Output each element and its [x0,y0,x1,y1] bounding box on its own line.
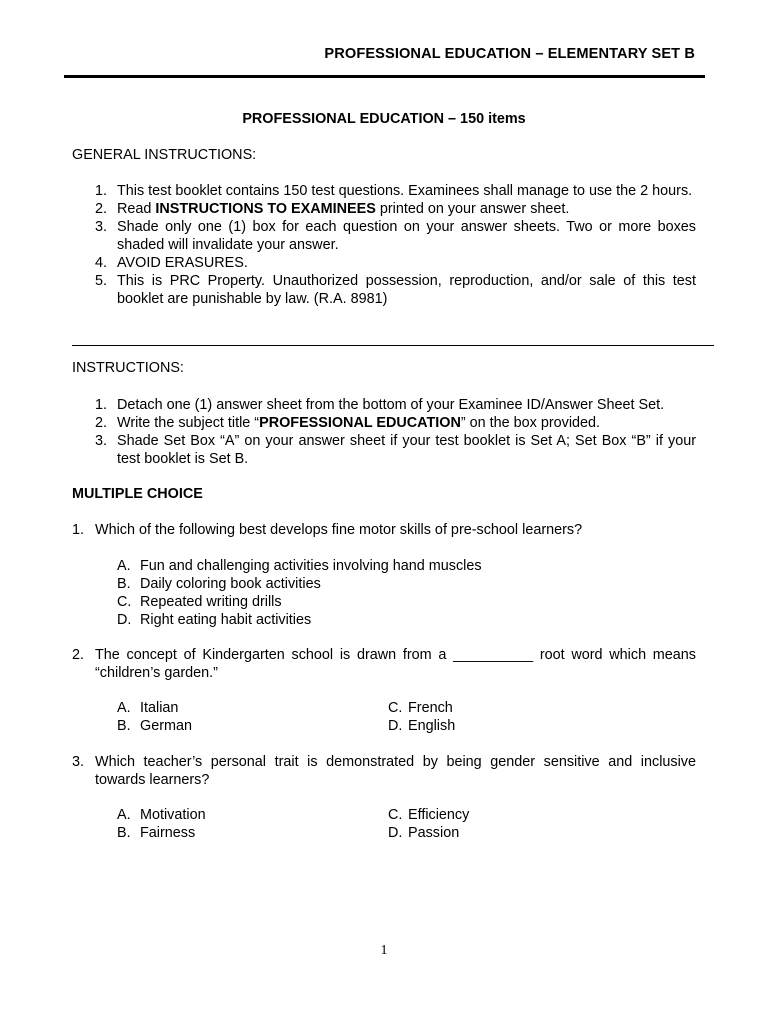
list-item [72,432,696,468]
instructions-list [72,396,696,468]
question-number: 1. [72,522,85,538]
list-item [72,414,696,432]
item-text: This test booklet contains 150 test questions. Examinees shall manage to use the 2 hours. [117,183,693,199]
item-text: Write the subject title “PROFESSIONAL EDUCATION” on the box provided. [117,415,601,431]
answer-option: C. French [388,700,453,716]
section-divider [72,345,714,346]
item-text: Shade only one (1) box for each question on your answer sheets. Two or more boxes shaded will invalidate your answer. [117,219,696,253]
item-text: AVOID ERASURES. [117,255,248,271]
answer-option: B. Fairness [117,825,196,841]
list-item [72,218,696,254]
question-number: 2. [72,647,85,663]
question-text: Which of the following best develops fine motor skills of pre-school learners? [95,522,583,538]
list-item [72,182,696,200]
item-number: 1. [95,397,108,413]
item-number: 3. [95,219,108,235]
answer-option: C. Repeated writing drills [117,594,282,610]
header-title: PROFESSIONAL EDUCATION – ELEMENTARY SET B [324,46,695,62]
list-item [72,396,696,414]
question-3-options [117,806,517,842]
item-number: 4. [95,255,108,271]
question-1 [72,521,696,539]
answer-option: A. Fun and challenging activities involving hand muscles [117,558,482,574]
emphasis-text: INSTRUCTIONS TO EXAMINEES [155,201,376,217]
list-item [72,200,696,218]
question-text: Which teacher’s personal trait is demonstrated by being gender sensitive and inclusive towards learners? [95,754,696,788]
answer-option: D. Passion [388,825,460,841]
item-number: 5. [95,273,108,289]
question-number: 3. [72,754,85,770]
question-text: The concept of Kindergarten school is drawn from a __________ root word which means “children’s garden.” [95,647,696,681]
page-number: 1 [380,943,388,958]
list-item [72,254,696,272]
instructions-heading: INSTRUCTIONS: [72,360,184,376]
item-text: Read INSTRUCTIONS TO EXAMINEES printed on your answer sheet. [117,201,570,217]
answer-option: B. Daily coloring book activities [117,576,321,592]
general-instructions-heading: GENERAL INSTRUCTIONS: [72,147,257,163]
question-3 [72,753,696,789]
answer-option: A. Motivation [117,807,206,823]
general-instructions-list [72,182,696,308]
list-item [72,272,696,308]
answer-option: D. English [388,718,456,734]
answer-option: C. Efficiency [388,807,470,823]
question-1-options [117,557,482,629]
item-number: 1. [95,183,108,199]
item-number: 2. [95,201,108,217]
answer-option: A. Italian [117,700,179,716]
item-text: This is PRC Property. Unauthorized possession, reproduction, and/or sale of this test booklet are punishable by law. (R.A. 8981) [117,273,696,307]
item-number: 2. [95,415,108,431]
emphasis-text: PROFESSIONAL EDUCATION [259,415,461,431]
answer-option: B. German [117,718,192,734]
multiple-choice-heading: MULTIPLE CHOICE [72,486,203,502]
answer-option: D. Right eating habit activities [117,612,312,628]
document-title: PROFESSIONAL EDUCATION – 150 items [242,111,526,127]
item-number: 3. [95,433,108,449]
question-2-options [117,699,517,735]
item-text: Shade Set Box “A” on your answer sheet if your test booklet is Set A; Set Box “B” if your test booklet is Set B. [117,433,696,467]
header-rule [64,75,705,78]
item-text: Detach one (1) answer sheet from the bottom of your Examinee ID/Answer Sheet Set. [117,397,665,413]
question-2 [72,646,696,682]
